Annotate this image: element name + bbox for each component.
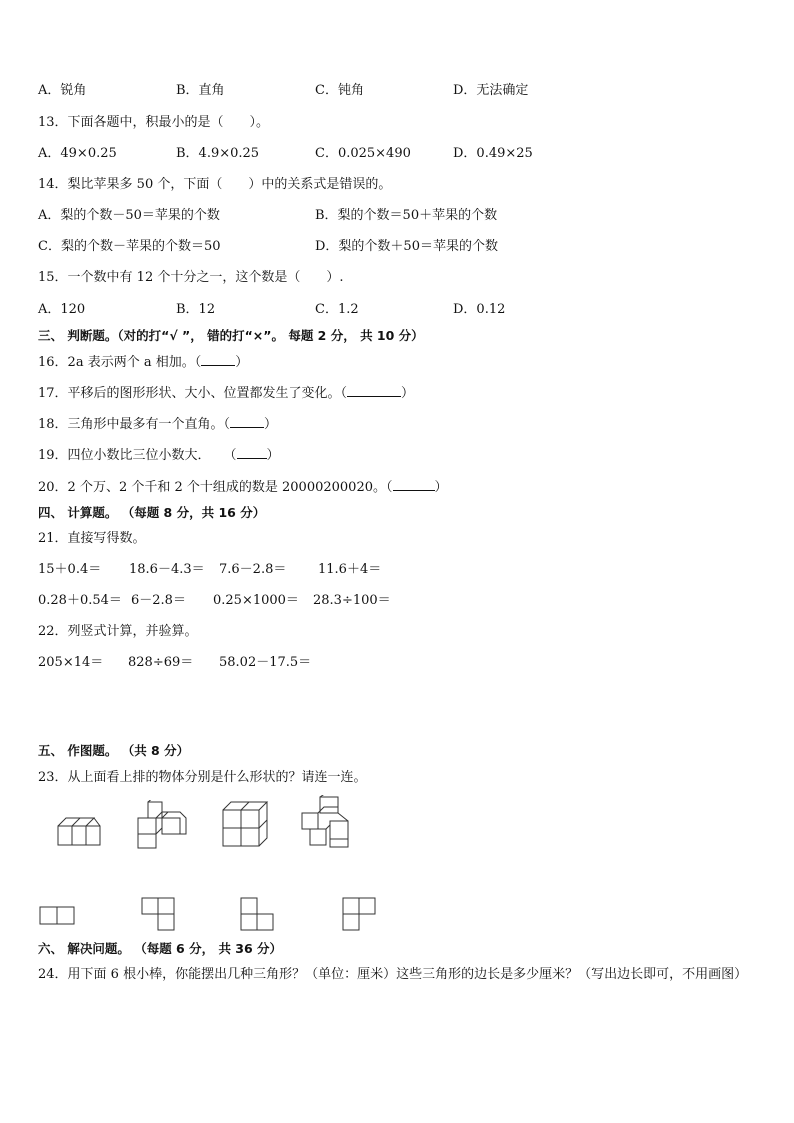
top-view-shape-1[interactable] <box>39 906 77 926</box>
top-view-shape-3[interactable] <box>240 897 276 933</box>
q22-item: 205×14＝ <box>38 655 104 670</box>
q15-option-b: B．12 <box>176 302 216 317</box>
q13-option-a: A．49×0.25 <box>38 146 117 161</box>
q15-option-a: A．120 <box>38 302 86 317</box>
q20-end: ） <box>434 480 448 495</box>
q17-text: 17．平移后的图形形状、大小、位置都发生了变化。（ <box>38 386 348 401</box>
q15-option-c: C．1.2 <box>315 302 359 317</box>
q21-item: 0.25×1000＝ <box>213 593 299 608</box>
q23-question: 23．从上面看上排的物体分别是什么形状的？请连一连。 <box>38 770 367 785</box>
q14-option-c: C．梨的个数－苹果的个数＝50 <box>38 239 221 254</box>
q16-question <box>38 353 248 372</box>
q17-end: ） <box>401 386 415 401</box>
q21-item: 18.6－4.3＝ <box>129 562 205 577</box>
section-6-heading: 六、 解决问题。 （每题 6 分， 共 36 分） <box>38 941 283 956</box>
q19-end: ） <box>266 448 280 463</box>
cube-figure-2[interactable] <box>136 800 188 850</box>
q12-option-d: D．无法确定 <box>453 83 529 98</box>
q17-question <box>38 384 414 403</box>
q12-option-c: C．钝角 <box>315 83 364 98</box>
q13-option-d: D．0.49×25 <box>453 146 533 161</box>
q12-option-a: A．锐角 <box>38 83 87 98</box>
q21-item: 7.6－2.8＝ <box>219 562 287 577</box>
q13-option-c: C．0.025×490 <box>315 146 411 161</box>
q15-question: 15．一个数中有 12 个十分之一，这个数是（ ）. <box>38 270 344 285</box>
q16-text: 16．2a 表示两个 a 相加。（ <box>38 355 202 370</box>
q21-question: 21．直接写得数。 <box>38 531 146 546</box>
q22-question: 22．列竖式计算，并验算。 <box>38 624 198 639</box>
q16-answer-blank[interactable] <box>201 353 235 366</box>
q22-item: 828÷69＝ <box>128 655 194 670</box>
q20-text: 20．2 个万、2 个千和 2 个十组成的数是 20000200020。（ <box>38 480 393 495</box>
q21-item: 6－2.8＝ <box>131 593 186 608</box>
cube-figure-4[interactable] <box>300 795 356 849</box>
q18-question <box>38 415 277 434</box>
section-3-heading: 三、 判断题。（对的打“√ ”， 错的打“×”。 每题 2 分， 共 10 分） <box>38 328 424 343</box>
q20-answer-blank[interactable] <box>393 478 435 491</box>
q21-item: 0.28＋0.54＝ <box>38 593 122 608</box>
q14-option-d: D．梨的个数＋50＝苹果的个数 <box>315 239 498 254</box>
q14-question: 14．梨比苹果多 50 个，下面（ ）中的关系式是错误的。 <box>38 177 392 192</box>
q18-end: ） <box>264 417 278 432</box>
q14-option-b: B．梨的个数＝50＋苹果的个数 <box>315 208 498 223</box>
q13-option-b: B．4.9×0.25 <box>176 146 260 161</box>
q14-option-a: A．梨的个数－50＝苹果的个数 <box>38 208 220 223</box>
q21-item: 28.3÷100＝ <box>313 593 391 608</box>
top-view-shape-4[interactable] <box>342 897 378 933</box>
q12-option-b: B．直角 <box>176 83 225 98</box>
q22-item: 58.02－17.5＝ <box>219 655 312 670</box>
top-view-shape-2[interactable] <box>141 897 177 933</box>
q21-item: 11.6＋4＝ <box>318 562 382 577</box>
cube-figure-1[interactable] <box>56 814 104 848</box>
q21-item: 15＋0.4＝ <box>38 562 102 577</box>
q19-text: 19．四位小数比三位小数大． （ <box>38 448 237 463</box>
q15-option-d: D．0.12 <box>453 302 506 317</box>
section-4-heading: 四、 计算题。 （每题 8 分，共 16 分） <box>38 505 266 520</box>
q16-end: ） <box>235 355 249 370</box>
q13-question: 13．下面各题中，积最小的是（ ）。 <box>38 115 270 130</box>
q17-answer-blank[interactable] <box>347 384 401 397</box>
section-5-heading: 五、 作图题。 （共 8 分） <box>38 743 190 758</box>
cube-figure-3[interactable] <box>221 800 269 848</box>
q20-question <box>38 478 448 497</box>
q19-answer-blank[interactable] <box>237 446 267 459</box>
q18-answer-blank[interactable] <box>230 415 264 428</box>
q18-text: 18．三角形中最多有一个直角。（ <box>38 417 231 432</box>
q19-question <box>38 446 280 465</box>
q24-question: 24．用下面 6 根小棒，你能摆出几种三角形？（单位：厘米）这些三角形的边长是多少厘米？（写出边长即可，不用画图） <box>38 967 748 982</box>
